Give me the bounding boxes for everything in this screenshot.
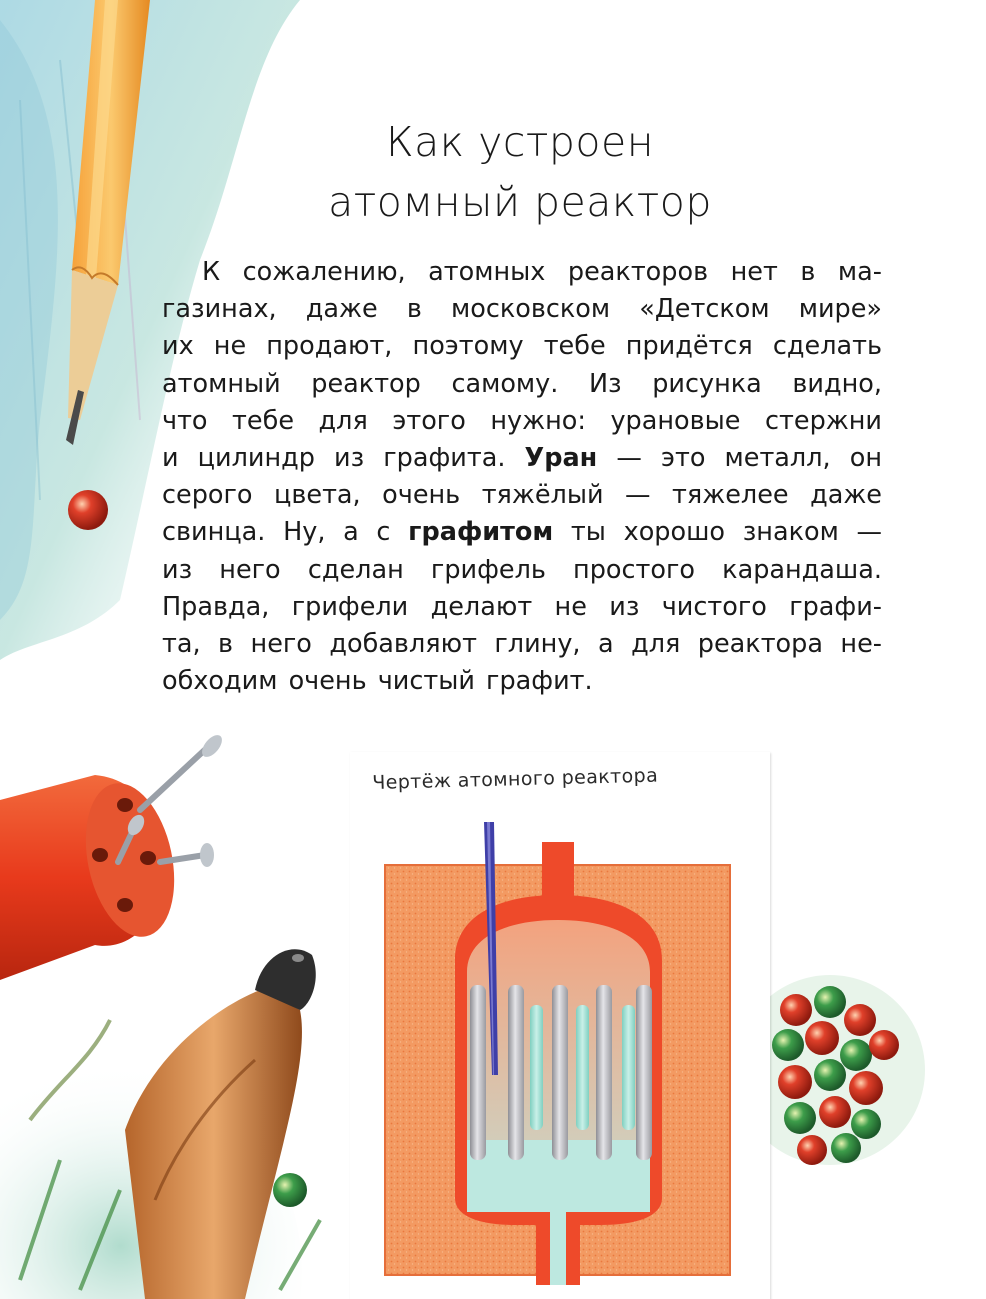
text-segment: ты хорошо знаком —	[553, 517, 882, 548]
bold-term-graphite: графитом	[408, 517, 554, 548]
paragraph-line: Правда, грифели делают не из чистого графи-	[162, 591, 882, 622]
body-paragraph	[162, 254, 882, 700]
bold-term-uranium: Уран	[524, 442, 598, 473]
text-segment: и цилиндр из графита.	[162, 442, 525, 473]
paragraph-line: атомный реактор самому. Из рисунка видно,	[162, 368, 882, 399]
paragraph-line: та, в него добавляют глину, а для реактора не-	[162, 628, 882, 659]
paragraph-line: К сожалению, атомных реакторов нет в ма-	[202, 257, 882, 287]
drawing-caption: Чертёж атомного реактора	[372, 764, 659, 794]
page-title	[220, 112, 820, 232]
paragraph-line: что тебе для этого нужно: урановые стержни	[162, 405, 882, 436]
title-line-1: Как устроен	[385, 118, 655, 166]
paragraph-line: их не продают, поэтому тебе придётся сделать	[162, 331, 882, 362]
paragraph-line: обходим очень чистый графит.	[162, 666, 593, 697]
title-line-2: атомный реактор	[328, 178, 712, 226]
text-segment: — это металл, он	[597, 442, 882, 473]
text-segment: свинца. Ну, а с	[162, 517, 409, 548]
paragraph-line: газинах, даже в московском «Детском мире»	[162, 294, 882, 325]
paragraph-line	[162, 440, 882, 477]
paragraph-line	[162, 514, 882, 551]
paragraph-line: серого цвета, очень тяжёлый — тяжелее даже	[162, 480, 882, 511]
paragraph-line: из него сделан грифель простого карандаша.	[162, 554, 882, 585]
